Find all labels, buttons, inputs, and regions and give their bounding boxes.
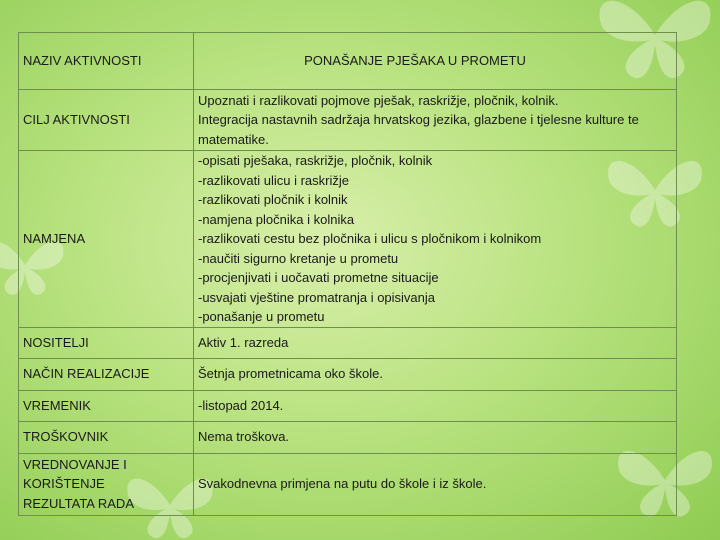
row-value-line: matematike. (198, 131, 269, 147)
row-label-cell (19, 453, 194, 515)
row-value-line: -usvajati vještine promatranja i opisivanja (198, 289, 436, 305)
row-value-line: Upoznati i razlikovati pojmove pješak, raskrižje, pločnik, kolnik. (198, 92, 559, 108)
row-value-cell (194, 358, 677, 390)
row-label-cell (19, 421, 194, 453)
row-label: CILJ AKTIVNOSTI (23, 112, 130, 128)
row-label-cell (19, 390, 194, 421)
table-row (19, 358, 677, 390)
row-value-line: Nema troškova. (198, 429, 290, 445)
row-value-line: -procjenjivati i uočavati prometne situacije (198, 270, 439, 285)
row-value-line: -listopad 2014. (198, 397, 284, 413)
header-label-cell (19, 33, 194, 90)
row-label: NAČIN REALIZACIJE (23, 366, 150, 382)
row-value-cell (194, 151, 677, 328)
row-label-cell (19, 358, 194, 390)
header-label: NAZIV AKTIVNOSTI (23, 53, 142, 69)
row-label-cell (19, 327, 194, 358)
row-value-cell (194, 390, 677, 421)
row-value-line: -razlikovati cestu bez pločnika i ulicu s pločnikom i kolnikom (198, 231, 542, 246)
row-value-cell (194, 453, 677, 515)
table-row (19, 90, 677, 151)
row-label-line: KORIŠTENJE (23, 476, 105, 492)
table-row-header (19, 33, 677, 90)
row-value-line: -namjena pločnika i kolnika (198, 211, 355, 227)
activity-table (18, 32, 677, 516)
row-value-cell (194, 90, 677, 151)
table-row (19, 421, 677, 453)
table-row (19, 151, 677, 328)
row-value-cell (194, 327, 677, 358)
row-label: NOSITELJI (23, 334, 89, 350)
row-value-line: Aktiv 1. razreda (198, 334, 289, 350)
header-title-cell (194, 33, 677, 90)
row-value-line: -opisati pješaka, raskrižje, pločnik, kolnik (198, 153, 433, 168)
activity-title: PONAŠANJE PJEŠAKA U PROMETU (304, 53, 526, 69)
row-value-line: -naučiti sigurno kretanje u prometu (198, 250, 399, 266)
table-row (19, 390, 677, 421)
row-value-line: -ponašanje u prometu (198, 309, 325, 324)
row-value-line: -razlikovati ulicu i raskrižje (198, 172, 349, 188)
row-value-line: -razlikovati pločnik i kolnik (198, 192, 348, 207)
row-label-line: REZULTATA RADA (23, 495, 134, 511)
row-label: NAMJENA (23, 231, 86, 246)
row-label-cell (19, 151, 194, 328)
table-row (19, 453, 677, 515)
row-label-cell (19, 90, 194, 151)
row-label: VREMENIK (23, 397, 91, 413)
row-label: TROŠKOVNIK (23, 429, 109, 445)
row-value-line: Svakodnevna primjena na putu do škole i iz škole. (198, 476, 487, 492)
row-value-cell (194, 421, 677, 453)
row-value-line: Šetnja prometnicama oko škole. (198, 366, 383, 382)
row-label-line: VREDNOVANJE I (23, 456, 127, 472)
table-row (19, 327, 677, 358)
row-value-line: Integracija nastavnih sadržaja hrvatskog jezika, glazbene i tjelesne kulture te (198, 112, 639, 128)
